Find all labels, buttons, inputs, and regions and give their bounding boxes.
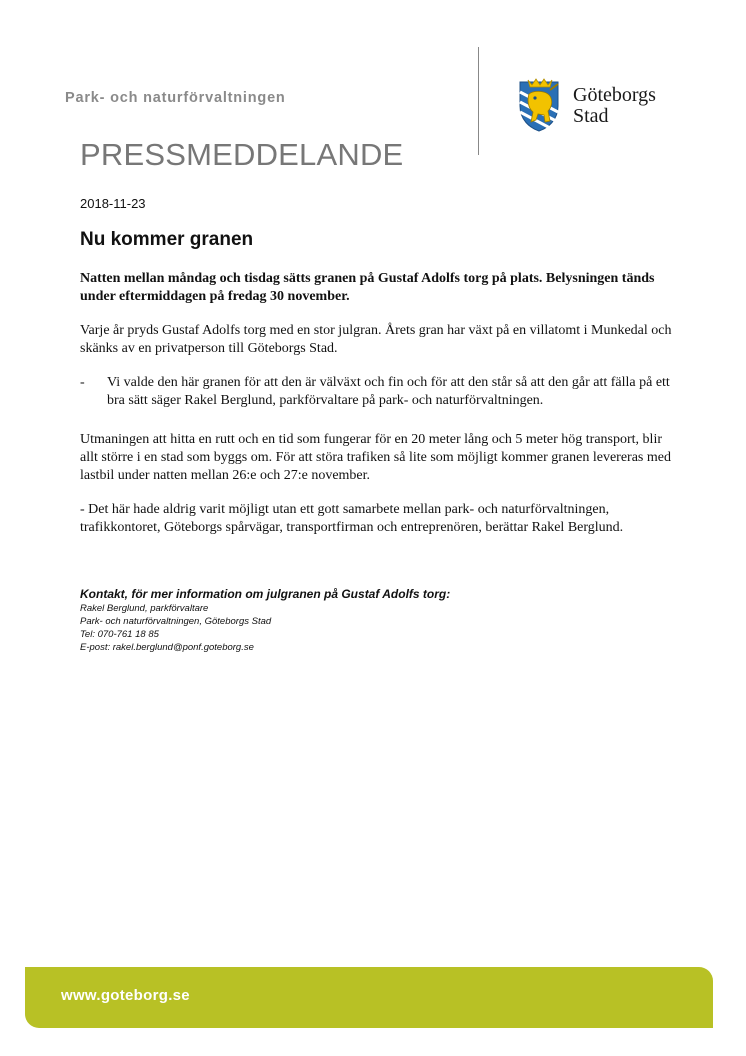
goteborg-lion-crest-icon bbox=[514, 78, 564, 132]
body-paragraph-1: Varje år pryds Gustaf Adolfs torg med en stor julgran. Årets gran har växt på en villatomt i Munkedal och skänks av en privatperson till Göteborgs Stad. bbox=[80, 323, 672, 356]
document-type: PRESSMEDDELANDE bbox=[80, 137, 404, 172]
logo-line-2: Stad bbox=[573, 105, 609, 127]
contact-org: Park- och naturförvaltningen, Göteborgs Stad bbox=[80, 616, 272, 627]
contact-block bbox=[80, 587, 450, 654]
contact-name: Rakel Berglund, parkförvaltare bbox=[80, 603, 209, 614]
goteborgs-stad-logo bbox=[514, 78, 714, 132]
publish-date: 2018-11-23 bbox=[80, 196, 146, 211]
contact-phone: Tel: 070-761 18 85 bbox=[80, 629, 159, 640]
body-paragraph-2: Utmaningen att hitta en rutt och en tid som fungerar för en 20 meter lång och 5 meter hög transport, blir allt större i en stad som byggs om. För att störa trafiken så lite som möjligt kommer granen levereras med lastbil under natten mellan 26:e och 27:e november. bbox=[80, 432, 671, 483]
lead-paragraph: Natten mellan måndag och tisdag sätts granen på Gustaf Adolfs torg på plats. Belysningen tänds under eftermiddagen på fredag 30 november. bbox=[80, 271, 655, 304]
header-divider bbox=[478, 47, 479, 155]
body-paragraph-3: - Det här hade aldrig varit möjligt utan ett gott samarbete mellan park- och naturförvaltningen, trafikkontoret, Göteborgs spårvägar, transportfirman och entreprenören, berättar Rakel Berglund. bbox=[80, 502, 624, 535]
footer-website-link[interactable]: www.goteborg.se bbox=[61, 987, 190, 1004]
quote-text: Vi valde den här granen för att den är välväxt och fin och för att den står så att den går att fälla på ett bra sätt säger Rakel Berglund, parkförvaltare på park- och naturförvaltningen. bbox=[107, 375, 670, 408]
headline: Nu kommer granen bbox=[80, 229, 254, 250]
footer-bar bbox=[25, 967, 713, 1028]
contact-email: E-post: rakel.berglund@ponf.goteborg.se bbox=[80, 642, 254, 653]
logo-line-1: Göteborgs bbox=[573, 84, 656, 106]
quote-dash: - bbox=[80, 375, 85, 390]
department-name: Park- och naturförvaltningen bbox=[65, 90, 286, 106]
logo-wordmark bbox=[573, 85, 656, 127]
contact-title: Kontakt, för mer information om julgranen på Gustaf Adolfs torg: bbox=[80, 587, 451, 601]
